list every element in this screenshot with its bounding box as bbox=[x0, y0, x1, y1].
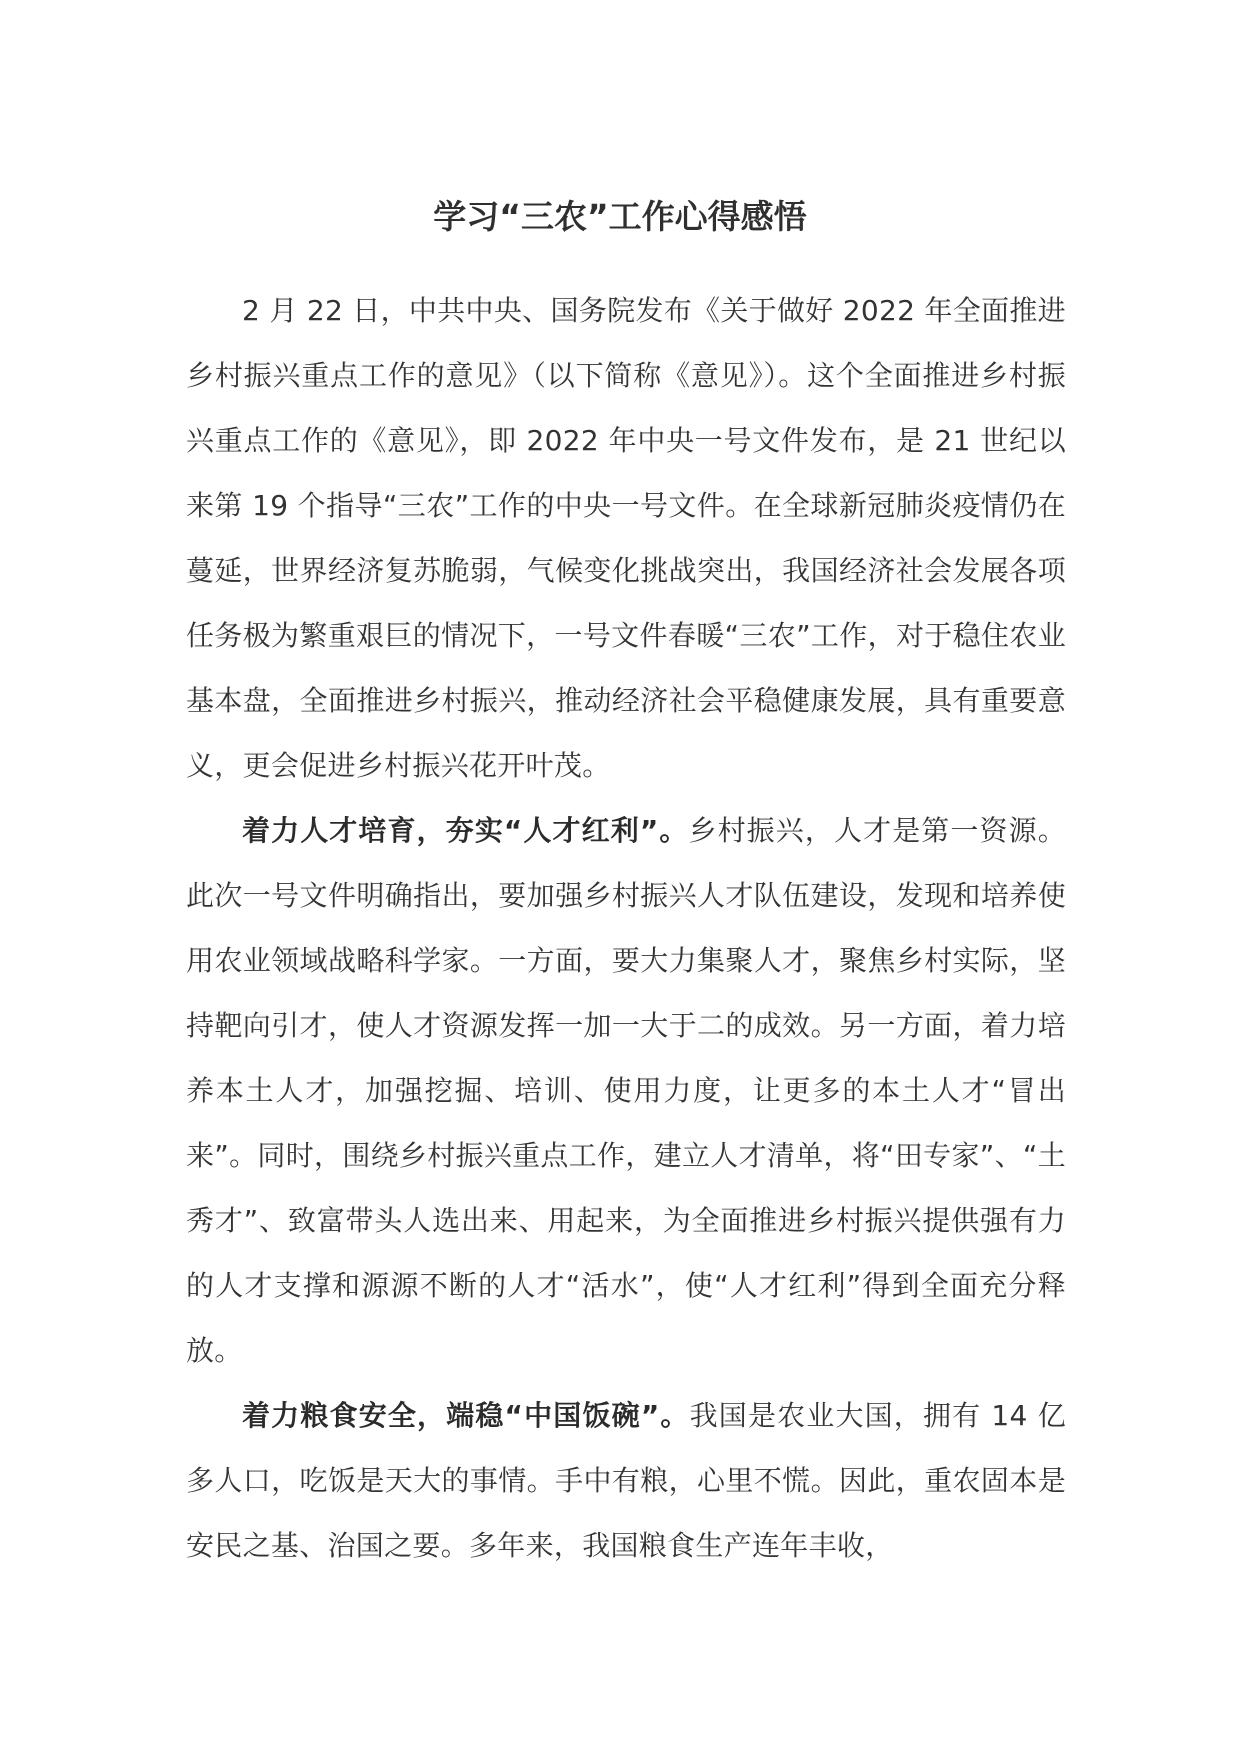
paragraph-text: 乡村振兴，人才是第一资源。此次一号文件明确指出，要加强乡村振兴人才队伍建设，发现和培养使用农业领域战略科学家。一方面，要大力集聚人才，聚焦乡村实际，坚持靶向引才，使人才资源发挥一加一大于二的成效。另一方面，着力培养本土人才，加强挖掘、培训、使用力度，让更多的本土人才“冒出来”。同时，围绕乡村振兴重点工作，建立人才清单，将“田专家”、“土秀才”、致富带头人选出来、用起来，为全面推进乡村振兴提供强有力的人才支撑和源源不断的人才“活水”，使“人才红利”得到全面充分释放。 bbox=[186, 814, 1067, 1367]
paragraph-text: 2 月 22 日，中共中央、国务院发布《关于做好 2022 年全面推进乡村振兴重点工作的意见》（以下简称《意见》）。这个全面推进乡村振兴重点工作的《意见》，即 2022 年中央一号文件发布，是 21 世纪以来第 19 个指导“三农”工作的中央一号文件。在全球新冠肺炎疫情仍在蔓延，世界经济复苏脆弱，气候变化挑战突出，我国经济社会发展各项任务极为繁重艰巨的情况下，一号文件春暖“三农”工作，对于稳住农业基本盘，全面推进乡村振兴，推动经济社会平稳健康发展，具有重要意义，更会促进乡村振兴花开叶茂。 bbox=[186, 294, 1066, 782]
document-title: 学习“三农”工作心得感悟 bbox=[433, 197, 807, 236]
paragraph-food-security bbox=[186, 1383, 1066, 1578]
paragraph-text: 我国是农业大国，拥有 14 亿多人口，吃饭是天大的事情。手中有粮，心里不慌。因此，重农固本是安民之基、治国之要。多年来，我国粮食生产连年丰收， bbox=[186, 1399, 1067, 1562]
document-body bbox=[186, 278, 1066, 1578]
paragraph-lead: 着力粮食安全，端稳“中国饭碗”。 bbox=[242, 1399, 690, 1432]
paragraph-talent bbox=[186, 798, 1066, 1383]
paragraph-lead: 着力人才培育，夯实“人才红利”。 bbox=[242, 814, 689, 847]
paragraph-intro bbox=[186, 278, 1066, 798]
